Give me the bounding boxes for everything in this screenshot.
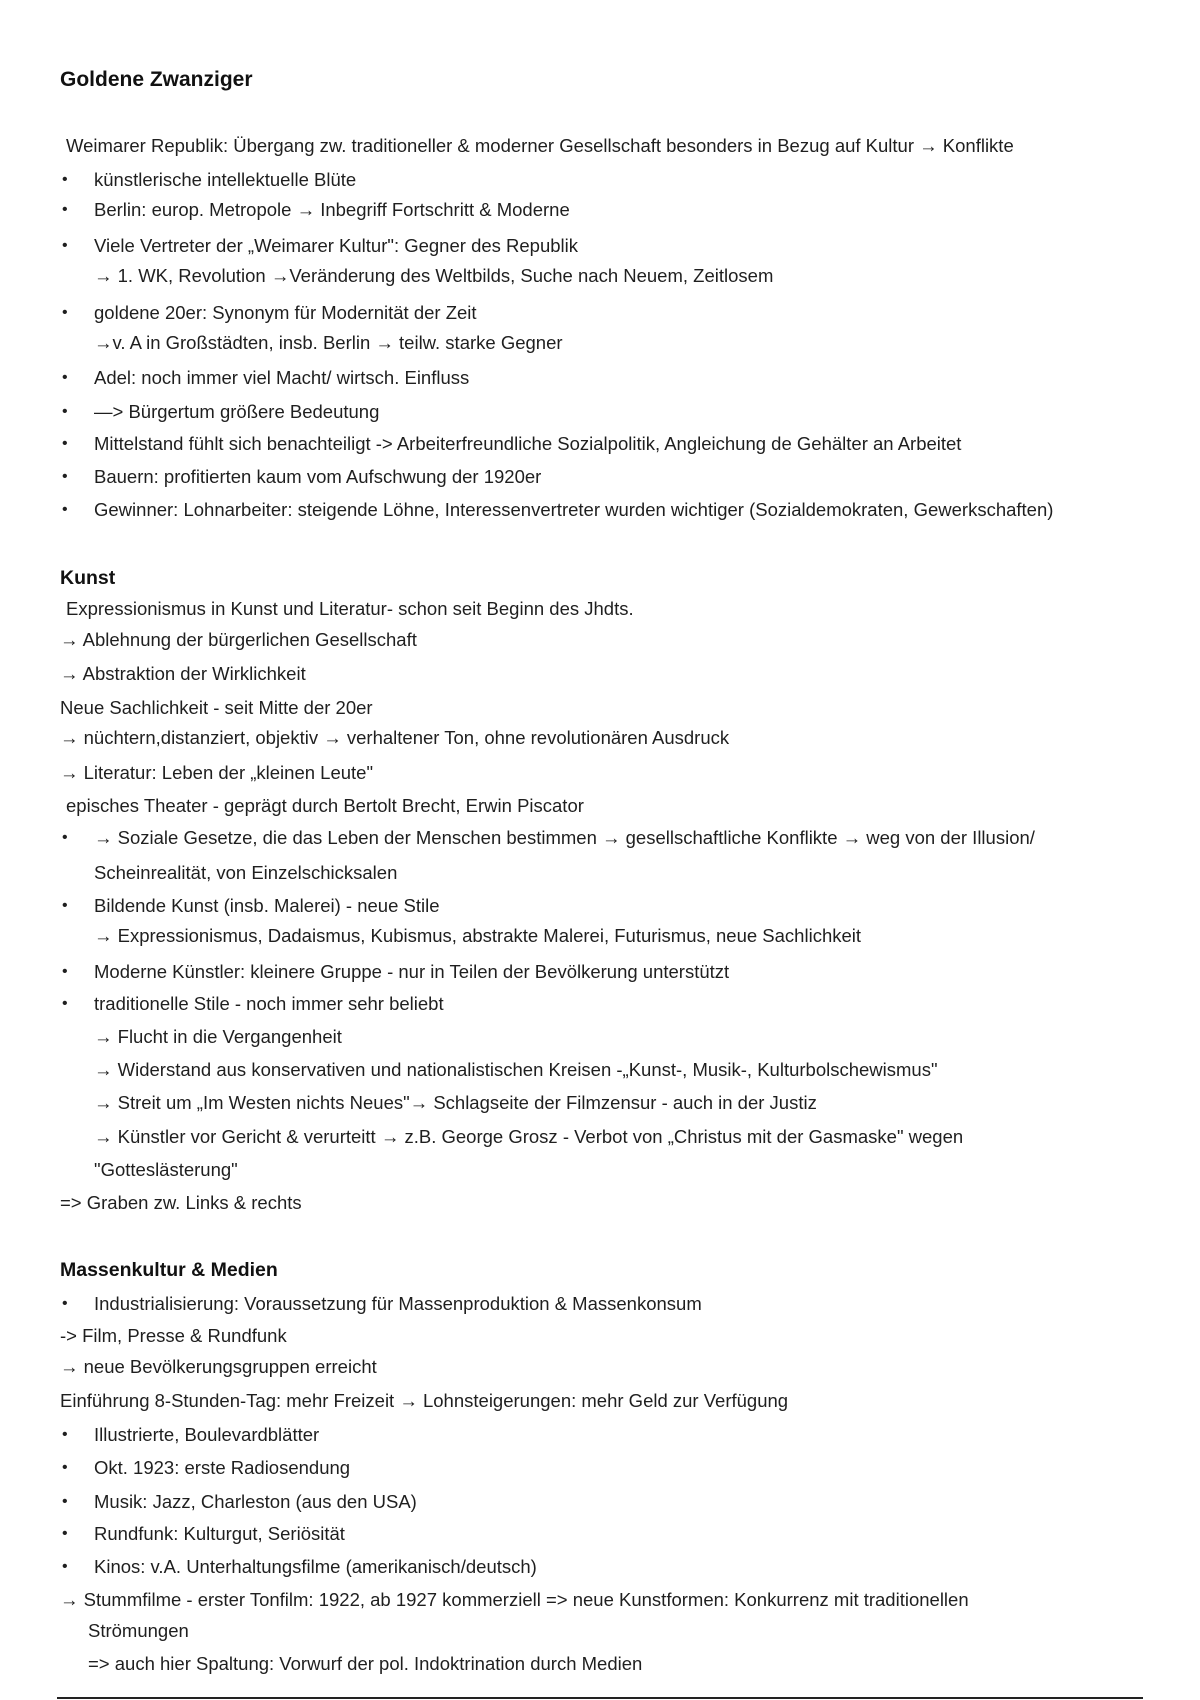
list-item-sub: "Gotteslästerung" xyxy=(94,1159,238,1180)
list-item: Adel: noch immer viel Macht/ wirtsch. Einfluss xyxy=(94,367,470,388)
bullet-icon: • xyxy=(62,237,68,254)
bullet-icon: • xyxy=(62,369,68,386)
list-item: Berlin: europ. Metropole → Inbegriff Fortschritt & Moderne xyxy=(94,199,570,220)
bullet-icon: • xyxy=(62,829,68,846)
intro-line: Weimarer Republik: Übergang zw. traditioneller & moderner Gesellschaft besonders in Bezug auf Kultur → Konflikte xyxy=(66,135,1014,156)
text-line: Einführung 8-Stunden-Tag: mehr Freizeit → Lohnsteigerungen: mehr Geld zur Verfügung xyxy=(60,1390,789,1411)
text-line: → Literatur: Leben der „kleinen Leute" xyxy=(60,762,374,783)
bullet-icon: • xyxy=(62,1525,68,1542)
list-item-sub: → Streit um „Im Westen nichts Neues"→ Schlagseite der Filmzensur - auch in der Justiz xyxy=(94,1092,817,1113)
list-item: Okt. 1923: erste Radiosendung xyxy=(94,1457,351,1478)
text-line: Expressionismus in Kunst und Literatur- schon seit Beginn des Jhdts. xyxy=(66,598,634,619)
list-item-sub: → Widerstand aus konservativen und nationalistischen Kreisen -„Kunst-, Musik-, Kulturbolschewismus" xyxy=(94,1059,938,1080)
text-line: episches Theater - geprägt durch Bertolt Brecht, Erwin Piscator xyxy=(66,795,584,816)
list-item: Rundfunk: Kulturgut, Seriösität xyxy=(94,1523,345,1544)
list-item: goldene 20er: Synonym für Modernität der Zeit xyxy=(94,302,477,323)
list-item: Mittelstand fühlt sich benachteiligt -> Arbeiterfreundliche Sozialpolitik, Angleichung de Gehälter an Arbeitet xyxy=(94,433,962,454)
list-item: —> Bürgertum größere Bedeutung xyxy=(94,401,380,422)
list-item: Bildende Kunst (insb. Malerei) - neue Stile xyxy=(94,895,440,916)
bullet-icon: • xyxy=(62,201,68,218)
section-heading-kunst: Kunst xyxy=(60,567,116,589)
text-line: → nüchtern,distanziert, objektiv → verhaltener Ton, ohne revolutionären Ausdruck xyxy=(60,727,730,748)
list-item-sub: → 1. WK, Revolution →Veränderung des Weltbilds, Suche nach Neuem, Zeitlosem xyxy=(94,265,774,286)
bullet-icon: • xyxy=(62,435,68,452)
text-line: Neue Sachlichkeit - seit Mitte der 20er xyxy=(60,697,373,718)
text-line: → Abstraktion der Wirklichkeit xyxy=(60,663,306,684)
page-title: Goldene Zwanziger xyxy=(60,68,253,91)
section-heading-massenkultur: Massenkultur & Medien xyxy=(60,1259,278,1281)
list-item: traditionelle Stile - noch immer sehr beliebt xyxy=(94,993,444,1014)
text-line: -> Film, Presse & Rundfunk xyxy=(60,1325,287,1346)
conclusion-line: => Graben zw. Links & rechts xyxy=(60,1192,302,1213)
text-line: → Stummfilme - erster Tonfilm: 1922, ab 1927 kommerziell => neue Kunstformen: Konkurrenz mit traditionellen xyxy=(60,1589,969,1610)
bullet-icon: • xyxy=(62,995,68,1012)
text-line: => auch hier Spaltung: Vorwurf der pol. Indoktrination durch Medien xyxy=(88,1653,643,1674)
list-item: Musik: Jazz, Charleston (aus den USA) xyxy=(94,1491,417,1512)
list-item-sub: → Künstler vor Gericht & verurteitt → z.B. George Grosz - Verbot von „Christus mit der Gasmaske" wegen xyxy=(94,1126,964,1147)
list-item: → Soziale Gesetze, die das Leben der Menschen bestimmen → gesellschaftliche Konflikte → weg von der Illusion/ xyxy=(94,827,1035,848)
bullet-icon: • xyxy=(62,1558,68,1575)
list-item-cont: Scheinrealität, von Einzelschicksalen xyxy=(94,862,398,883)
bullet-icon: • xyxy=(62,468,68,485)
text-line-cont: Strömungen xyxy=(88,1620,189,1641)
list-item-sub: → Flucht in die Vergangenheit xyxy=(94,1026,342,1047)
bullet-icon: • xyxy=(62,403,68,420)
bullet-icon: • xyxy=(62,1295,68,1312)
bullet-icon: • xyxy=(62,1493,68,1510)
list-item: Viele Vertreter der „Weimarer Kultur": Gegner des Republik xyxy=(94,235,579,256)
bottom-divider xyxy=(57,1697,1143,1699)
list-item: Illustrierte, Boulevardblätter xyxy=(94,1424,320,1445)
list-item: Gewinner: Lohnarbeiter: steigende Löhne, Interessenvertreter wurden wichtiger (Sozialdemokraten, Gewerkschaften) xyxy=(94,499,1054,520)
bullet-icon: • xyxy=(62,304,68,321)
list-item: Industrialisierung: Voraussetzung für Massenproduktion & Massenkonsum xyxy=(94,1293,702,1314)
bullet-icon: • xyxy=(62,171,68,188)
list-item: Bauern: profitierten kaum vom Aufschwung der 1920er xyxy=(94,466,542,487)
list-item-sub: → Expressionismus, Dadaismus, Kubismus, abstrakte Malerei, Futurismus, neue Sachlichkeit xyxy=(94,925,862,946)
bullet-icon: • xyxy=(62,897,68,914)
bullet-icon: • xyxy=(62,501,68,518)
list-item: Kinos: v.A. Unterhaltungsfilme (amerikanisch/deutsch) xyxy=(94,1556,537,1577)
bullet-icon: • xyxy=(62,963,68,980)
list-item: Moderne Künstler: kleinere Gruppe - nur in Teilen der Bevölkerung unterstützt xyxy=(94,961,730,982)
bullet-icon: • xyxy=(62,1459,68,1476)
text-line: → neue Bevölkerungsgruppen erreicht xyxy=(60,1356,377,1377)
text-line: → Ablehnung der bürgerlichen Gesellschaft xyxy=(60,629,417,650)
bullet-icon: • xyxy=(62,1426,68,1443)
list-item: künstlerische intellektuelle Blüte xyxy=(94,169,357,190)
list-item-sub: →v. A in Großstädten, insb. Berlin → teilw. starke Gegner xyxy=(94,332,563,353)
